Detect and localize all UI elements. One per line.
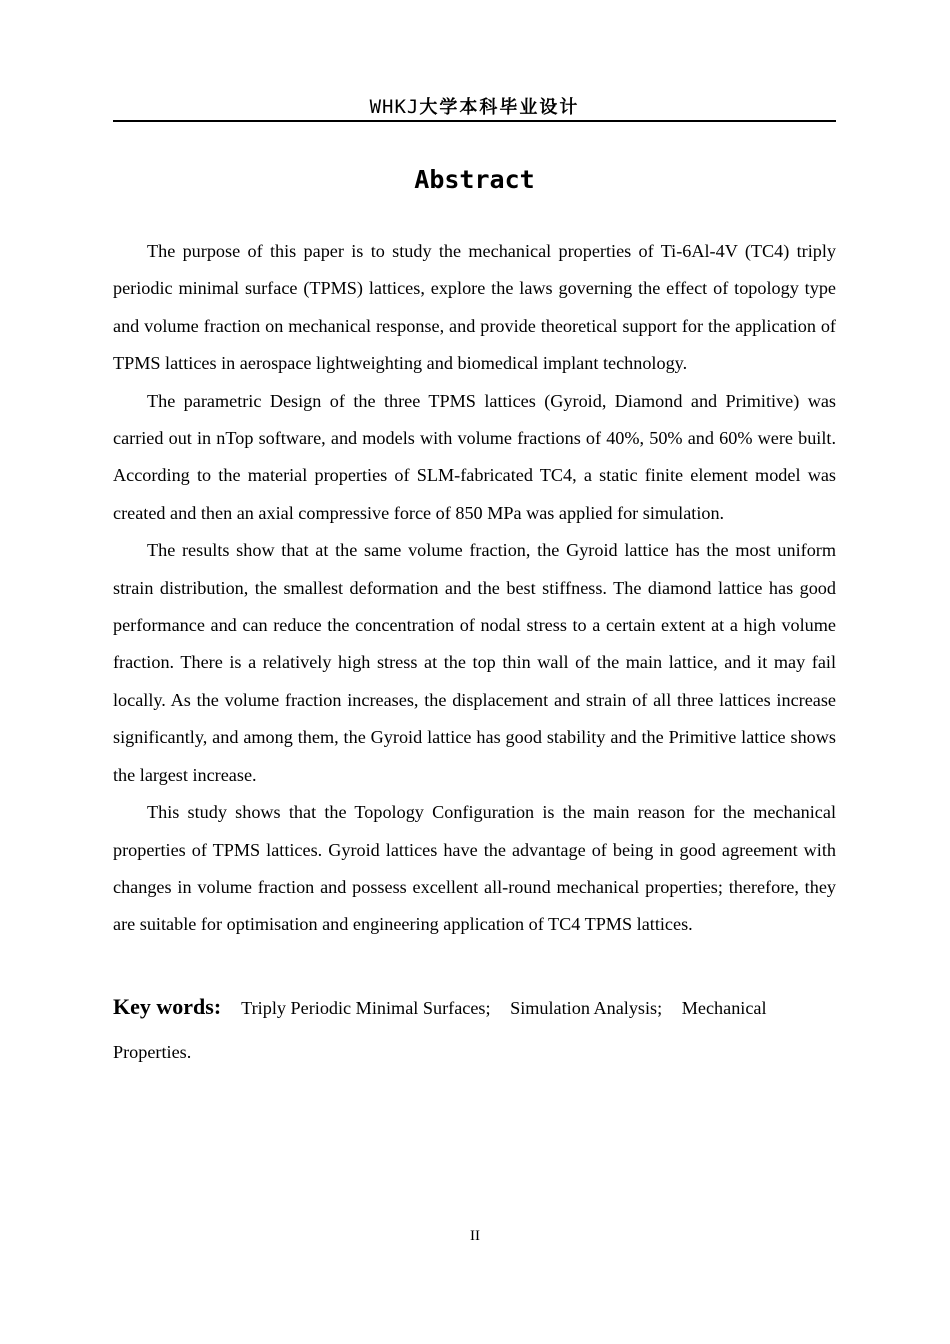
abstract-paragraph-2: The parametric Design of the three TPMS lattices (Gyroid, Diamond and Primitive) was carried out in nTop software, and models with volume fractions of 40%, 50% and 60% were built. According to the material properties of SLM-fabricated TC4, a static finite element model was created and then an axial compressive force of 850 MPa was applied for simulation. xyxy=(113,390,836,523)
abstract-paragraph-3: The results show that at the same volume fraction, the Gyroid lattice has the most uniform strain distribution, the smallest deformation and the best stiffness. The diamond lattice has good performance and can reduce the concentration of nodal stress to a certain extent at a high volume fraction. There is a relatively high stress at the top thin wall of the main lattice, and it may fail locally. As the volume fraction increases, the displacement and strain of all three lattices increase significantly, and among them, the Gyroid lattice has good stability and the Primitive lattice shows the largest increase. xyxy=(113,540,836,785)
abstract-body xyxy=(113,233,836,944)
keyword-item: Triply Periodic Minimal Surfaces; xyxy=(241,998,491,1018)
page-header xyxy=(113,92,836,122)
keyword-item: Mechanical Properties. xyxy=(113,998,767,1062)
abstract-title: Abstract xyxy=(414,165,535,194)
header-title xyxy=(370,96,580,118)
header-latin: WHKJ xyxy=(369,96,420,118)
abstract-paragraph-4: This study shows that the Topology Configuration is the main reason for the mechanical properties of TPMS lattices. Gyroid lattices have the advantage of being in good agreement with changes in volume fraction and possess excellent all-round mechanical properties; therefore, they are suitable for optimisation and engineering application of TC4 TPMS lattices. xyxy=(113,802,836,935)
page-number: II xyxy=(470,1228,480,1244)
keywords xyxy=(113,985,836,1074)
abstract-paragraph-1: The purpose of this paper is to study the mechanical properties of Ti-6Al-4V (TC4) triply periodic minimal surface (TPMS) lattices, explore the laws governing the effect of topology type and volume fraction on mechanical response, and provide theoretical support for the application of TPMS lattices in aerospace lightweighting and biomedical implant technology. xyxy=(113,241,836,374)
header-chinese: 大学本科毕业设计 xyxy=(419,97,580,118)
keyword-item: Simulation Analysis; xyxy=(510,998,663,1018)
keywords-label: Key words: xyxy=(113,994,222,1019)
